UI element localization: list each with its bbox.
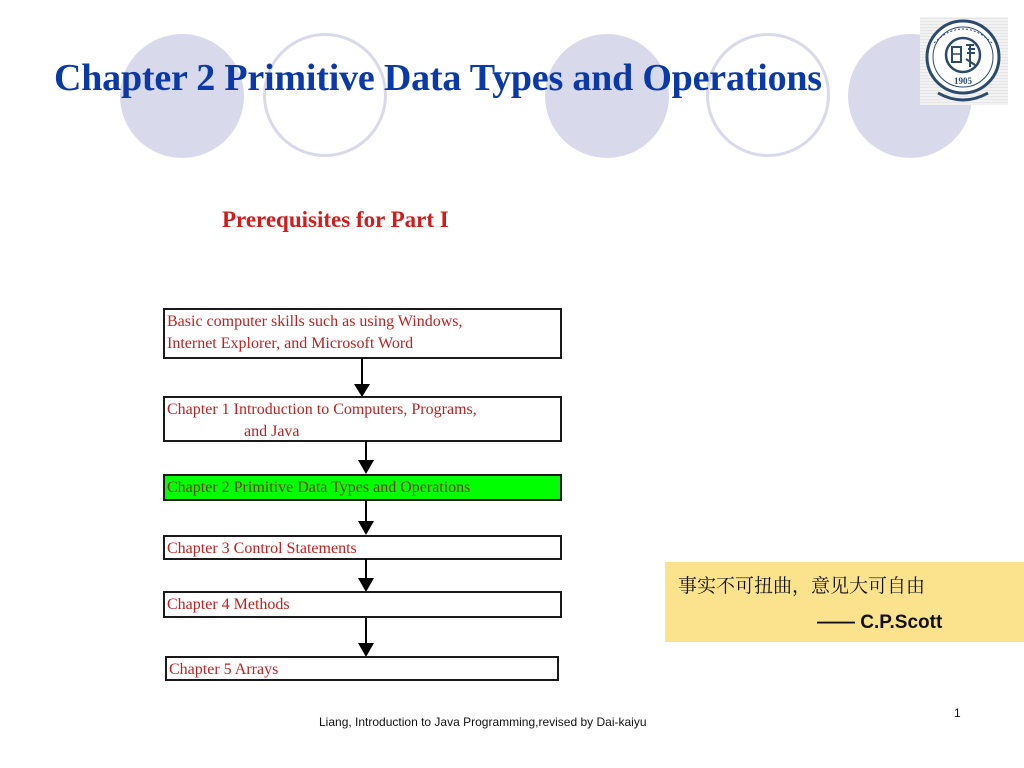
flow-box-chapter-1 bbox=[163, 396, 562, 442]
box-text-line: Chapter 5 Arrays bbox=[169, 661, 279, 678]
section-subtitle: Prerequisites for Part I bbox=[222, 207, 449, 232]
footer-credit: Liang, Introduction to Java Programming,revised by Dai-kaiyu bbox=[319, 715, 647, 729]
box-text-line: Chapter 1 Introduction to Computers, Programs, bbox=[167, 401, 477, 418]
down-arrow-icon bbox=[352, 358, 372, 398]
svg-text:1905: 1905 bbox=[954, 76, 972, 86]
flow-box-chapter-5 bbox=[165, 656, 559, 681]
box-text-line: Basic computer skills such as using Windows, bbox=[167, 313, 463, 330]
down-arrow-icon bbox=[356, 500, 376, 536]
down-arrow-icon bbox=[356, 441, 376, 475]
page-number: 1 bbox=[954, 706, 961, 720]
university-seal-icon bbox=[920, 17, 1008, 105]
down-arrow-icon bbox=[356, 618, 376, 658]
box-text-line: Chapter 4 Methods bbox=[167, 596, 290, 613]
quote-author: —— C.P.Scott bbox=[817, 612, 943, 633]
flow-box-chapter-3 bbox=[163, 535, 562, 560]
flow-box-chapter-4 bbox=[163, 591, 562, 618]
box-text-line: Chapter 3 Control Statements bbox=[167, 540, 357, 557]
box-text-line: and Java bbox=[244, 423, 300, 440]
flow-box-chapter-2-current bbox=[163, 474, 562, 501]
box-text-line: Internet Explorer, and Microsoft Word bbox=[167, 335, 414, 352]
flow-box-basic-skills bbox=[163, 308, 562, 359]
box-text-line: Chapter 2 Primitive Data Types and Operations bbox=[167, 479, 471, 496]
down-arrow-icon bbox=[356, 559, 376, 593]
slide-title: Chapter 2 Primitive Data Types and Operations bbox=[54, 57, 822, 99]
quote-text: 事实不可扭曲，意见大可自由 bbox=[678, 575, 926, 597]
quote-box bbox=[665, 562, 1024, 642]
